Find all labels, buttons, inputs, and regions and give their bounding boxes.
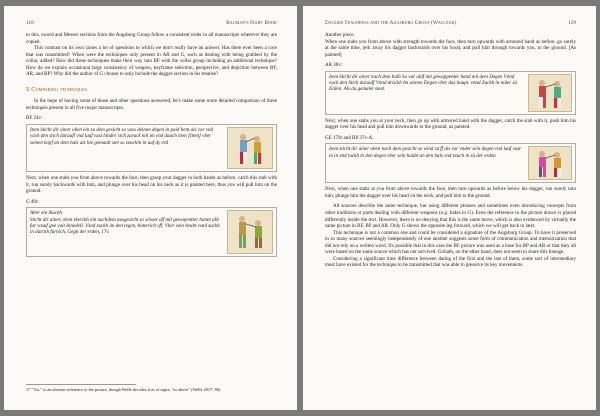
right-page-number: 119 xyxy=(568,20,576,26)
left-page-number: 118 xyxy=(26,20,34,26)
quote-box-ar xyxy=(325,71,576,115)
quote-box-bf xyxy=(26,124,277,172)
translation: When one stabs you from above with strength towards the face, then turn upwards with armored hand as before, go surely at the same time, jerk away his dagger backwards over his hood, and pull him through towards you, to the ground. [As painted] xyxy=(325,38,576,58)
right-running-title: Dagger Teachings and the Augsburg Group (Walczak) xyxy=(325,20,457,26)
fighters-illustration xyxy=(529,75,571,111)
manuscript-label: G 49r: xyxy=(26,198,40,205)
manuscript-label: GE 179r and BP 37v-A: xyxy=(325,134,374,141)
paragraph: Considering a significant time difference between dating of the first and the last of them, some sort of intermediary must have existed for the technique to be transmitted that was able to preserve its key movements. xyxy=(325,255,576,269)
left-page xyxy=(4,6,297,410)
paragraph: All sources describe the same technique, but using different phrases and sometimes even introducing concepts from other traditions or parts dealing with different weapons (e.g. Indes in G). Even the reference to the picture drawn is placed differently inside the text. However, there is no denying that this is the same move, which is also evidenced by virtually the same picture in BF, BP and AR. Only G shows the opposite leg forward, which we will get back to later. xyxy=(325,203,576,230)
manuscript-label: BF 24v: xyxy=(26,115,43,122)
figure-g-illustration xyxy=(227,210,273,254)
right-body xyxy=(325,32,576,269)
right-running-head xyxy=(325,20,576,26)
quote-text: Item Sticht dir ainer nach dem halb So var aldf mit gewappenter hand mit dem Degen Vnnd vach den Stich darauff Vnnd drückh Im seinen Degen vber das haupt. vnnd Zuckh in nider zü Erden. Als da gemalet steet. xyxy=(329,73,517,93)
footnote xyxy=(26,384,222,392)
translation: Next, when one stabs at you from above towards the face, then turn upwards as before below his dagger, run surely into him, plunge him the dagger over his head on the neck, and pull him to the ground. xyxy=(325,186,576,199)
manuscript-label: AR 38v: xyxy=(325,62,343,69)
left-body xyxy=(26,32,277,260)
translation: Next, when one stabs you at your neck, then go up with armored hand with the dagger, catch the stab with it, push him his dagger over his head and pull him downwards to the ground, as painted. xyxy=(325,117,576,131)
figure-bf-illustration xyxy=(227,127,273,169)
footnote-text: 17 "Vtz." is an obvious reference to the picture, though Welle decodes it as of sapra, "as above" (Welle 2017: 86). xyxy=(26,386,222,392)
quote-text: Item Sticht dir ainer oben ein zu dem gesicht so vass deinen degen in paid hent als vor vnd vach den stich daraufl vnd lauf vast hinder sich zuruck mit im vnd dauch inen [Item] vber seinen kopf an dem hals als hie gemault stet so zeuchin in auf dy erd xyxy=(30,127,214,146)
quote-box-ge-bp xyxy=(325,143,576,183)
fighters-illustration xyxy=(228,128,272,168)
quote-text: Item sticht dir ainer oben nach dem gesicht so wind zu'ff als vor vnder sein degen vnd lauf vast in in vnd tuckh in den degen vber sein haübt an den hals vnd zeuch in zü der erden xyxy=(329,146,521,159)
quote-text: Aber ein Stuckh Sticht dir ainer, oben zkerckh ein nachdem ausgesicht so wisset off mit gewapentter hannt allt fur vasuf gee vait Innedell. Vsnd zuckh im den tegen, hinterich vff. Vber sein heubt vsnd zuckh in durckh furnich, Gegn der erden, 17v. xyxy=(30,210,220,236)
left-running-title: Bauman's Fight Book xyxy=(226,20,277,26)
translation: Next, when one stabs you from above towards the face, then grasp your dagger in both hands as before, catch this stab with it, run surely backwards with him, and plunge over his head on his neck as it is painted here, thus you will pull him on the ground. xyxy=(26,175,277,195)
figure-ge-illustration xyxy=(528,146,572,180)
figure-ar-illustration xyxy=(528,74,572,112)
fighters-illustration xyxy=(529,147,571,179)
right-page xyxy=(303,6,596,410)
fighters-illustration xyxy=(228,211,272,253)
paragraph: to this, sword and Messer sections from the Augsburg Group follow a consistent order in all manuscripts wherever they are copied. xyxy=(26,32,277,45)
translation-heading: Another piece. xyxy=(325,32,355,38)
paragraph: This contrast on its own raises a lot of questions to which we don't really have an answer. Has there ever been a core that was transmitted? When were the techniques only present in AR and G, such as dealing with being grabbed by the collar, added? How did these techniques make their way into BF with the collar group including an additional technique? How do we explain occasional large consistency of weapon, keyframe selection, perspective, and depiction between BF, AR, and BP? Why did the author of G choose to only include the dagger section in his treatise? xyxy=(26,45,277,78)
quote-box-g xyxy=(26,207,277,257)
left-running-head xyxy=(26,20,277,26)
paragraph: In the hope of having some of those and other questions answered, let's make some more detailed comparison of three techniques present in all five major manuscripts. xyxy=(26,98,277,111)
paragraph: This technique is not a common one and could be considered a signature of the Augsburg Group. To have it preserved in so many sources seemingly independently of one another suggests some form of communication and memorization that did not rely on a written word. It's possible that in this case the BF picture was used as a base for BP and AR or that they all were based on the same source which has not survived. Goliath, on the other hand, does not seem to share this lineage. xyxy=(325,229,576,256)
section-heading: 5 Comparing techniques xyxy=(26,85,88,93)
